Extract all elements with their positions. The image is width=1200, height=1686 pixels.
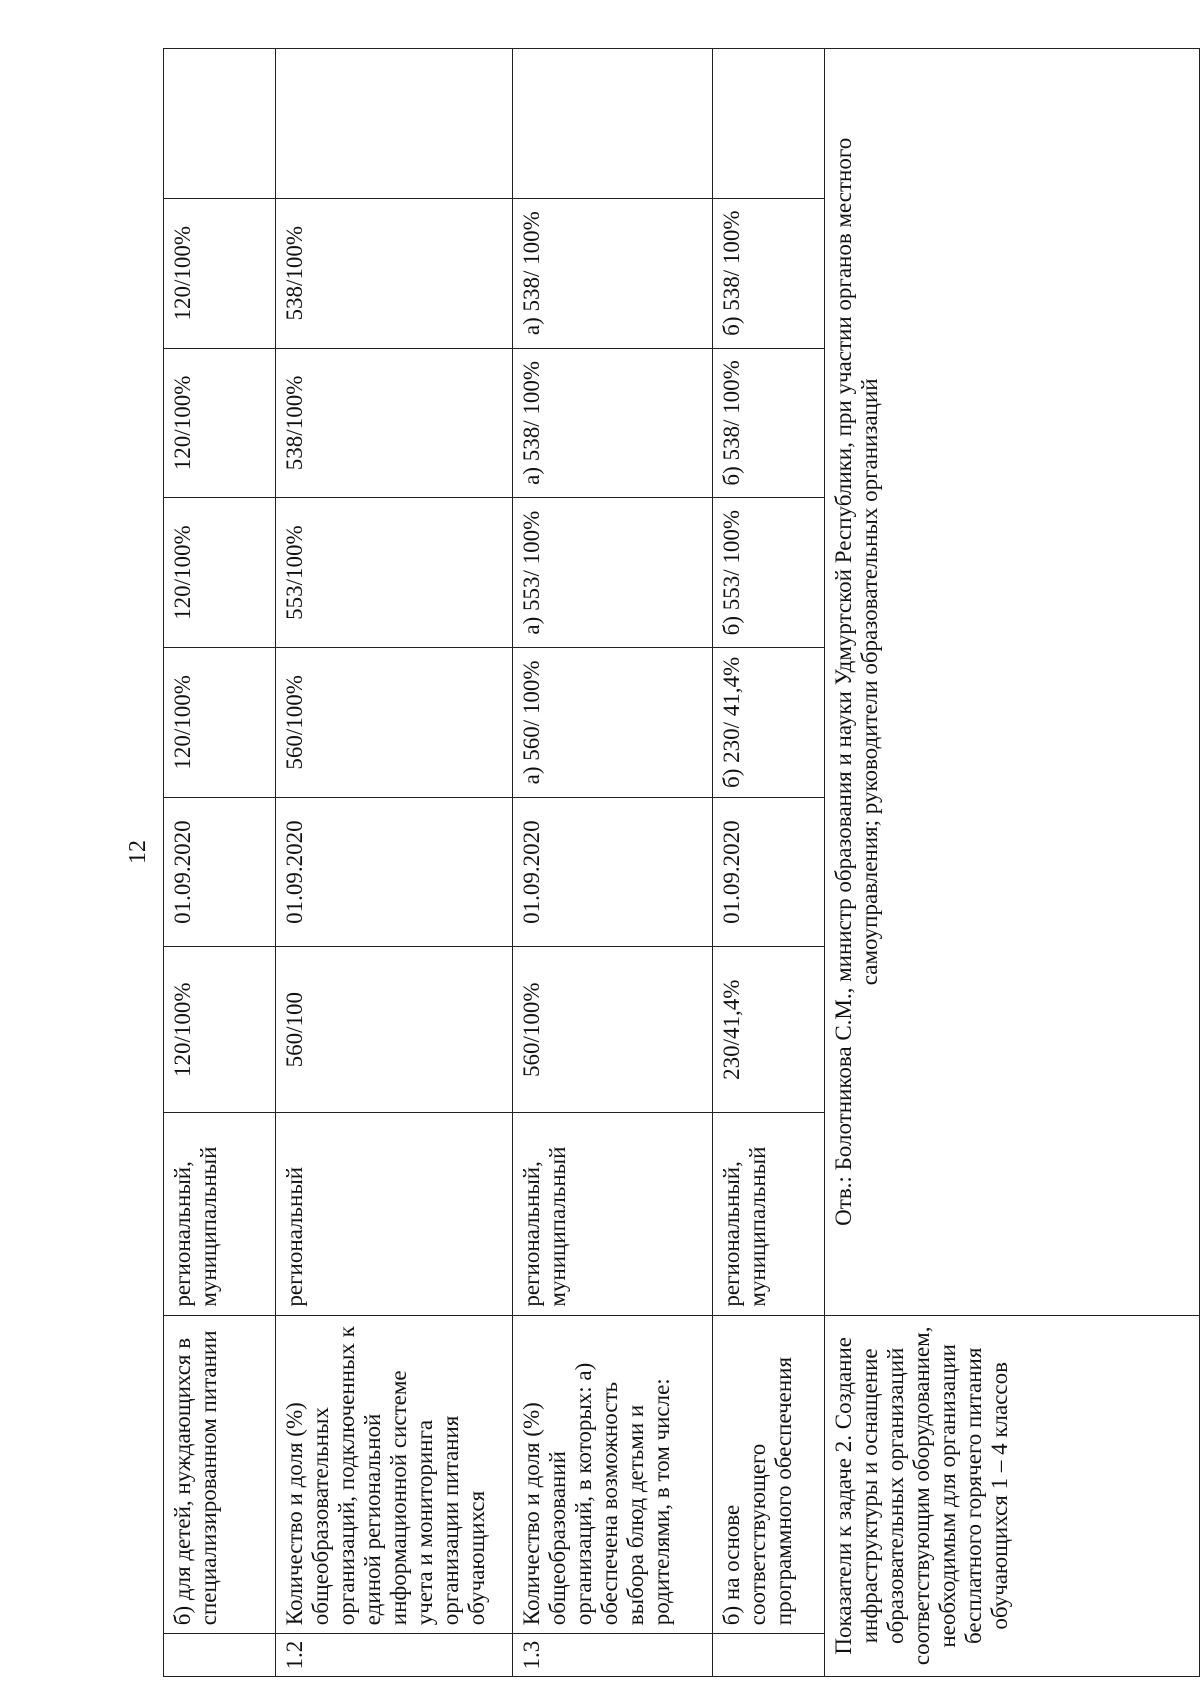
level-cell: региональный, муниципальный	[513, 1112, 713, 1315]
empty-cell	[713, 49, 825, 199]
task-2-responsible: Отв.: Болотникова С.М., министр образования и науки Удмуртской Республики, при участии органов местного самоуправления; руководители образовательных организаций	[825, 49, 1200, 1316]
value-cell: б) 538/ 100%	[713, 348, 825, 498]
row-number	[164, 1634, 276, 1677]
row-number	[713, 1634, 825, 1677]
value-cell: 538/100%	[276, 198, 513, 348]
indicator-text: Количество и доля (%) общеобразований организаций, в которых: а) обеспечена возможность выбора блюд детьми и родителями, в том числе:	[513, 1315, 713, 1634]
page-number: 12	[125, 840, 151, 864]
table-row	[276, 49, 513, 1677]
date-cell: 01.09.2020	[164, 797, 276, 947]
date-cell: 01.09.2020	[513, 797, 713, 947]
indicators-table-wrapper	[163, 48, 1200, 1677]
table-row	[164, 49, 276, 1677]
level-cell: региональный, муниципальный	[713, 1112, 825, 1315]
value-cell: б) 538/ 100%	[713, 198, 825, 348]
base-value-cell: 560/100	[276, 947, 513, 1113]
indicators-table	[163, 48, 1200, 1677]
row-number: 1.2	[276, 1634, 513, 1677]
table-row	[513, 49, 713, 1677]
indicator-text: б) для детей, нуждающихся в специализированном питании	[164, 1315, 276, 1634]
date-cell: 01.09.2020	[276, 797, 513, 947]
value-cell: 120/100%	[164, 498, 276, 648]
level-cell: региональный	[276, 1112, 513, 1315]
value-cell: 553/100%	[276, 498, 513, 648]
value-cell: 560/100%	[276, 648, 513, 798]
task-2-heading: Показатели к задаче 2. Создание инфраструктуры и оснащение образовательных организаций соответствующим оборудованием, необходимым для организации бесплатного горячего питания обучающихся 1 – 4 классов	[825, 1315, 1200, 1676]
value-cell: а) 538/ 100%	[513, 348, 713, 498]
value-cell: а) 553/ 100%	[513, 498, 713, 648]
value-cell: 120/100%	[164, 648, 276, 798]
value-cell: 120/100%	[164, 348, 276, 498]
empty-cell	[513, 49, 713, 199]
empty-cell	[276, 49, 513, 199]
value-cell: а) 538/ 100%	[513, 198, 713, 348]
indicator-text: б) на основе соответствующего программного обеспечения	[713, 1315, 825, 1634]
value-cell: 538/100%	[276, 348, 513, 498]
table-row	[713, 49, 825, 1677]
indicator-text: Количество и доля (%) общеобразовательных организаций, подключенных к единой региональной информационной системе учета и мониторинга организации питания обучающихся	[276, 1315, 513, 1634]
value-cell: б) 230/ 41,4%	[713, 648, 825, 798]
value-cell: б) 553/ 100%	[713, 498, 825, 648]
value-cell: 120/100%	[164, 198, 276, 348]
level-cell: региональный, муниципальный	[164, 1112, 276, 1315]
row-number: 1.3	[513, 1634, 713, 1677]
task-2-row	[825, 49, 1200, 1677]
value-cell: а) 560/ 100%	[513, 648, 713, 798]
base-value-cell: 230/41,4%	[713, 947, 825, 1113]
empty-cell	[164, 49, 276, 199]
base-value-cell: 560/100%	[513, 947, 713, 1113]
date-cell: 01.09.2020	[713, 797, 825, 947]
base-value-cell: 120/100%	[164, 947, 276, 1113]
